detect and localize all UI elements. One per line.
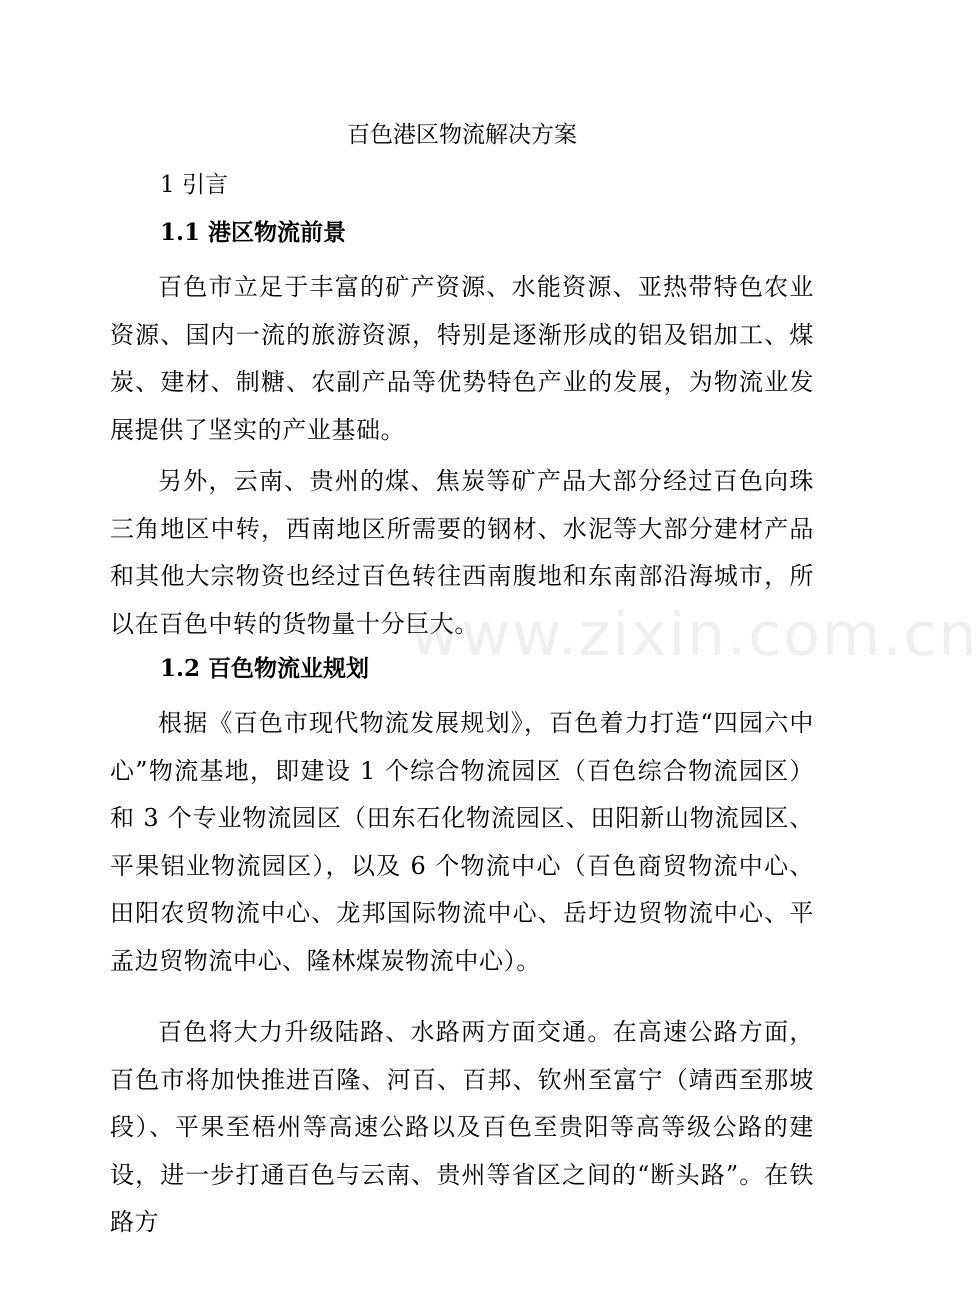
paragraph-transport-upgrade: 百色将大力升级陆路、水路两方面交通。在高速公路方面，百色市将加快推进百隆、河百、百邦、钦州至富宁（靖西至那坡段）、平果至梧州等高速公路以及百色至贵阳等高等级公路的建设，进一步打通百色与云南、贵州等省区之间的“断头路”。在铁路方 — [110, 1018, 814, 1236]
paragraph-logistics-parks: 根据《百色市现代物流发展规划》，百色着力打造“四园六中心”物流基地，即建设 1 个综合物流园区（百色综合物流园区）和 3 个专业物流园区（田东石化物流园区、田阳新山物流园区、平果铝业物流园区），以及 6 个物流中心（百色商贸物流中心、田阳农贸物流中心、龙邦国际物流中心、岳圩边贸物流中心、平孟边贸物流中心、隆林煤炭物流中心）。 — [110, 709, 814, 975]
paragraph-transit-volume: 另外，云南、贵州的煤、焦炭等矿产品大部分经过百色向珠三角地区中转，西南地区所需要的钢材、水泥等大部分建材产品和其他大宗物资也经过百色转往西南腹地和东南部沿海城市，所以在百色中转的货物量十分巨大。 — [110, 467, 814, 638]
heading-introduction: 1 引言 — [160, 172, 228, 198]
heading-port-logistics-prospect: 1.1 港区物流前景 — [160, 219, 347, 246]
heading-logistics-planning: 1.2 百色物流业规划 — [160, 655, 370, 682]
document-title: 百色港区物流解决方案 — [347, 122, 577, 148]
paragraph-industry-base: 百色市立足于丰富的矿产资源、水能资源、亚热带特色农业资源、国内一流的旅游资源，特别是逐渐形成的铝及铝加工、煤炭、建材、制糖、农副产品等优势特色产业的发展，为物流业发展提供了坚实的产业基础。 — [110, 273, 814, 444]
watermark: www.zixin.com.cn — [410, 600, 978, 670]
document-body — [110, 118, 814, 1247]
